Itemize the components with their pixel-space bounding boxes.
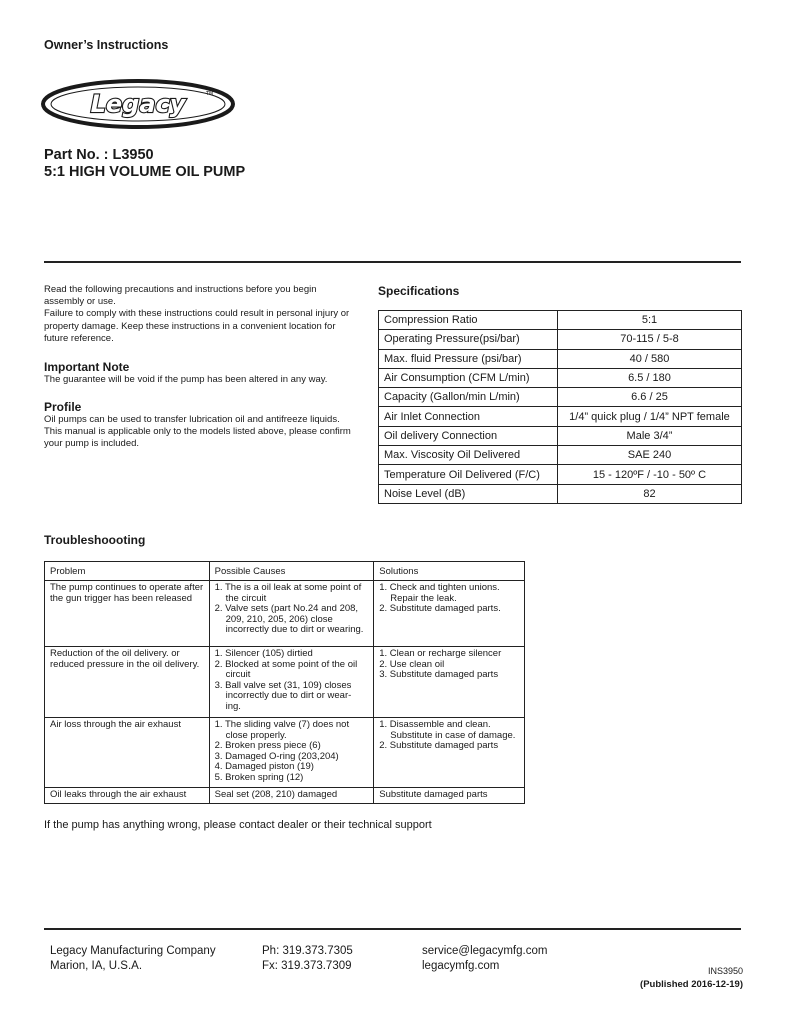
spec-value: 1/4” quick plug / 1/4” NPT female [557,407,741,426]
specifications-heading: Specifications [378,284,460,298]
solutions-cell [374,581,525,647]
problem-cell: The pump continues to operate after the gun trigger has been released [45,581,210,647]
column-header: Possible Causes [209,562,374,581]
company-phone [262,944,353,974]
profile-heading: Profile [44,400,82,414]
solution-item: 3. Substitute damaged parts [379,669,499,680]
email-address: service@legacymfg.com [422,945,548,957]
support-contact-note: If the pump has anything wrong, please contact dealer or their technical support [44,819,432,831]
logo-trademark: TM [206,91,214,97]
table-row [45,718,525,788]
solution-item: 1. Disassemble and clean. Substitute in case of damage. [379,719,516,741]
spec-label: Noise Level (dB) [379,484,558,503]
spec-value: 5:1 [557,311,741,330]
table-row [379,465,742,484]
company-online [422,944,547,974]
spec-value: 15 - 120ºF / -10 - 50º C [557,465,741,484]
profile-text [44,414,356,451]
document-id: INS3950 [707,966,743,976]
publish-date: (Published 2016-12-19) [640,979,743,990]
problem-cell: Air loss through the air exhaust [45,718,210,788]
product-title: 5:1 HIGH VOLUME OIL PUMP [44,164,246,180]
causes-cell [209,647,374,718]
spec-label: Air Inlet Connection [379,407,558,426]
company-address [50,944,216,974]
causes-cell [209,581,374,647]
table-row [379,311,742,330]
spec-value: 6.5 / 180 [557,368,741,387]
spec-value: 70-115 / 5-8 [557,330,741,349]
table-row [379,349,742,368]
spec-value: 82 [557,484,741,503]
specifications-table [378,310,742,504]
intro-text [44,284,356,345]
part-number: Part No. : L3950 [44,147,154,163]
phone-number: Ph: 319.373.7305 [262,945,353,957]
intro-paragraph: Read the following precautions and instructions before you begin assembly or use. [44,284,317,308]
cause-item: 4. Damaged piston (19) [214,761,314,772]
spec-label: Operating Pressure(psi/bar) [379,330,558,349]
table-row [45,581,525,647]
cause-item: 1. Silencer (105) dirtied [214,648,313,659]
solutions-cell [374,647,525,718]
profile-paragraph: This manual is applicable only to the models listed above, please confirm your pump is included. [44,426,351,450]
cause-item: 3. Ball valve set (31, 109) closes incorrectly due to dirt or wear- ing. [214,679,352,712]
spec-label: Compression Ratio [379,311,558,330]
cause-item: 1. The sliding valve (7) does not close properly. [214,719,350,741]
solution-item: 2. Use clean oil [379,658,445,670]
troubleshooting-heading: Troubleshoooting [44,533,146,547]
legacy-logo [40,78,236,130]
table-row [379,407,742,426]
table-row [379,426,742,445]
spec-value: 6.6 / 25 [557,388,741,407]
table-header-row [45,562,525,581]
cause-item: 5. Broken spring (12) [214,771,304,783]
important-note-text: The guarantee will be void if the pump has been altered in any way. [44,374,328,385]
document-label: Owner’s Instructions [44,38,169,52]
solution-item: 1. Clean or recharge silencer [379,648,502,659]
troubleshooting-table [44,561,525,804]
cause-item: 2. Broken press piece (6) [214,740,321,751]
company-name: Legacy Manufacturing Company [50,945,216,957]
logo-wordmark: Legacy [90,90,186,118]
cause-item: 2. Valve sets (part No.24 and 208, 209, 210, 205, 206) close incorrectly due to dirt or wearing. [214,603,364,635]
intro-paragraph: Failure to comply with these instructions could result in personal injury or property damage. Keep these instructions in a convenient location for future reference. [44,308,350,344]
solution-item: 2. Substitute damaged parts [379,740,499,751]
causes-cell: Seal set (208, 210) damaged [209,788,374,804]
website: legacymfg.com [422,960,500,972]
table-row [379,330,742,349]
table-row [379,388,742,407]
cause-item: 3. Damaged O-ring (203,204) [214,750,339,762]
solution-item: 1. Check and tighten unions. Repair the leak. [379,582,500,604]
table-row [379,484,742,503]
important-note-heading: Important Note [44,360,130,374]
solutions-cell [374,718,525,788]
company-city: Marion, IA, U.S.A. [50,960,143,972]
causes-cell [209,718,374,788]
table-row [45,788,525,804]
table-row [379,446,742,465]
cause-item: 1. The is a oil leak at some point of the circuit [214,582,362,604]
table-row [45,647,525,718]
fax-number: Fx: 319.373.7309 [262,960,352,972]
spec-label: Max. fluid Pressure (psi/bar) [379,349,558,368]
problem-cell: Oil leaks through the air exhaust [45,788,210,804]
table-row [379,368,742,387]
profile-paragraph: Oil pumps can be used to transfer lubrication oil and antifreeze liquids. [44,414,340,425]
column-header: Solutions [374,562,525,581]
spec-value: 40 / 580 [557,349,741,368]
problem-cell: Reduction of the oil delivery. or reduced pressure in the oil delivery. [45,647,210,718]
spec-value: SAE 240 [557,446,741,465]
spec-value: Male 3/4” [557,426,741,445]
spec-label: Capacity (Gallon/min L/min) [379,388,558,407]
column-header: Problem [45,562,210,581]
solution-item: 2. Substitute damaged parts. [379,603,501,614]
spec-label: Air Consumption (CFM L/min) [379,368,558,387]
divider-footer [44,928,741,930]
spec-label: Oil delivery Connection [379,426,558,445]
solutions-cell: Substitute damaged parts [374,788,525,804]
cause-item: 2. Blocked at some point of the oil circuit [214,658,358,680]
divider-top [44,261,741,263]
spec-label: Max. Viscosity Oil Delivered [379,446,558,465]
spec-label: Temperature Oil Delivered (F/C) [379,465,558,484]
